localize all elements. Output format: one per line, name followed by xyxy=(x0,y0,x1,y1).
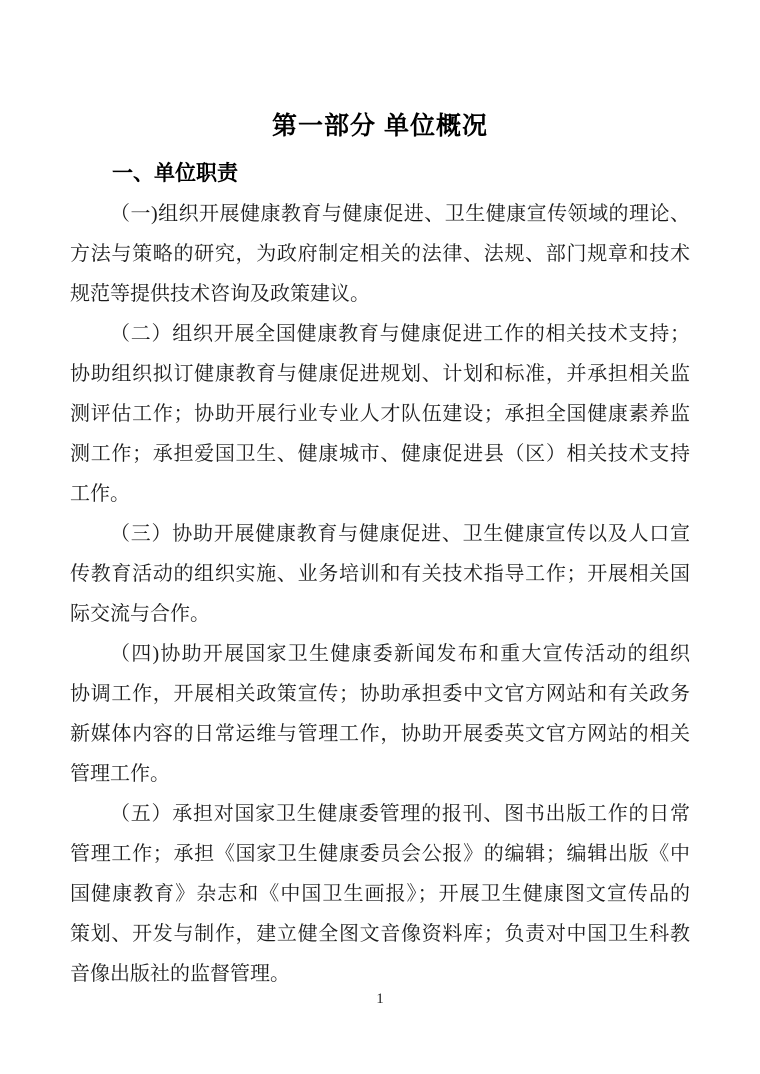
paragraph-line: 协助组织拟订健康教育与健康促进规划、计划和标准，并承担相关监 xyxy=(70,363,690,385)
paragraph-1 xyxy=(70,194,690,314)
paragraph-line: （二）组织开展全国健康教育与健康促进工作的相关技术支持； xyxy=(110,323,690,345)
paragraph-4 xyxy=(70,634,690,794)
paragraph-line: 管理工作；承担《国家卫生健康委员会公报》的编辑；编辑出版《中 xyxy=(70,843,690,865)
paragraph-2 xyxy=(70,314,690,514)
paragraph-line: （五）承担对国家卫生健康委管理的报刊、图书出版工作的日常 xyxy=(110,803,690,825)
page-number: 1 xyxy=(376,991,384,1007)
paragraph-line: 国健康教育》杂志和《中国卫生画报》；开展卫生健康图文宣传品的 xyxy=(70,883,690,905)
paragraph-line: （四)协助开展国家卫生健康委新闻发布和重大宣传活动的组织 xyxy=(110,643,690,665)
document-title: 第一部分 单位概况 xyxy=(272,112,488,140)
paragraph-line: 管理工作。 xyxy=(70,763,170,785)
paragraph-5 xyxy=(70,794,690,994)
paragraph-line: 规范等提供技术咨询及政策建议。 xyxy=(70,283,370,305)
paragraph-line: 测工作；承担爱国卫生、健康城市、健康促进县（区）相关技术支持 xyxy=(70,443,690,465)
paragraph-line: 新媒体内容的日常运维与管理工作，协助开展委英文官方网站的相关 xyxy=(70,723,690,745)
paragraph-line: 工作。 xyxy=(70,483,130,505)
paragraph-3 xyxy=(70,514,690,634)
paragraph-line: 际交流与合作。 xyxy=(70,603,210,625)
paragraph-line: 测评估工作；协助开展行业专业人才队伍建设；承担全国健康素养监 xyxy=(70,403,690,425)
paragraph-line: （三）协助开展健康教育与健康促进、卫生健康宣传以及人口宣 xyxy=(110,523,690,545)
paragraph-line: 协调工作，开展相关政策宣传；协助承担委中文官方网站和有关政务 xyxy=(70,683,690,705)
paragraph-line: （一)组织开展健康教育与健康促进、卫生健康宣传领域的理论、 xyxy=(110,203,690,225)
paragraph-line: 方法与策略的研究，为政府制定相关的法律、法规、部门规章和技术 xyxy=(70,243,690,265)
paragraph-line: 传教育活动的组织实施、业务培训和有关技术指导工作；开展相关国 xyxy=(70,563,690,585)
paragraph-line: 策划、开发与制作，建立健全图文音像资料库；负责对中国卫生科教 xyxy=(70,923,690,945)
section-heading: 一、单位职责 xyxy=(112,162,238,185)
document-body xyxy=(70,194,690,994)
paragraph-line: 音像出版社的监督管理。 xyxy=(70,963,290,985)
